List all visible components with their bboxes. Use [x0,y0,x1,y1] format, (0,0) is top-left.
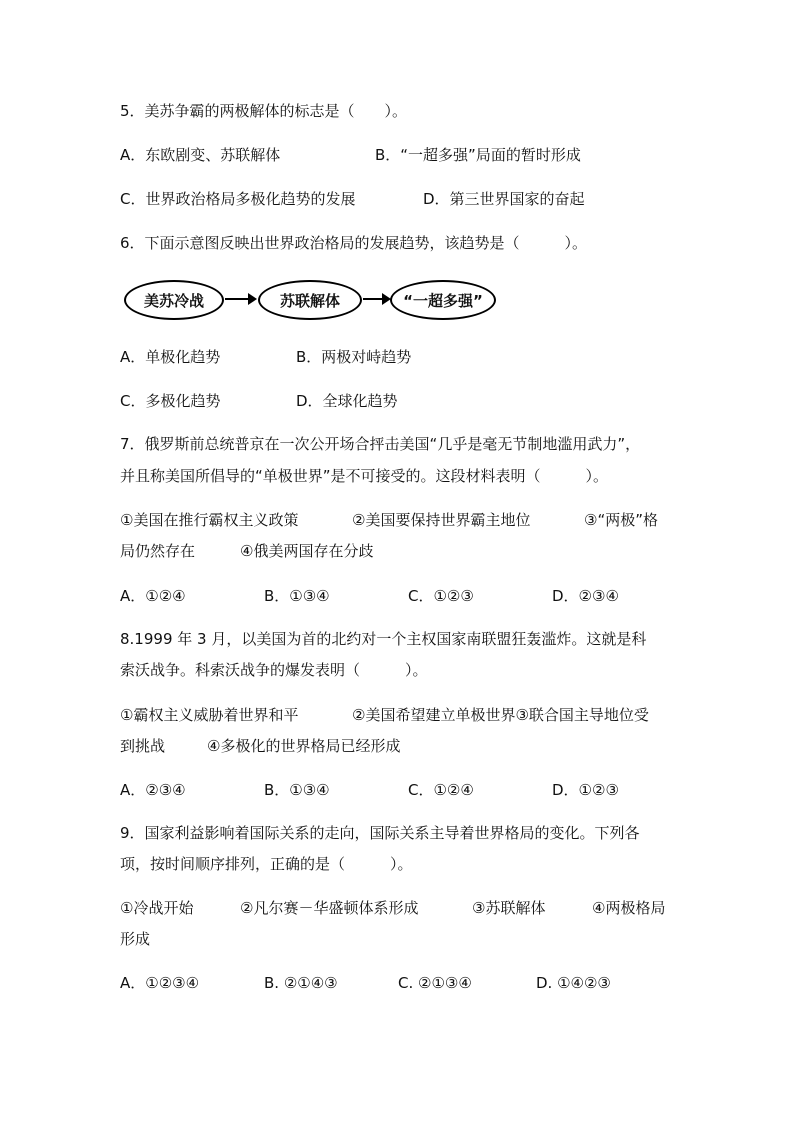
q9-stem-line1: 9．国家利益影响着国际关系的走向，国际关系主导着世界格局的变化。下列各 [120,824,640,842]
q7-statement-4: ④俄美两国存在分歧 [240,542,374,560]
q7-option-c: C．①②③ [408,587,474,605]
q7-option-b: B．①③④ [264,587,330,605]
q8-option-b: B．①③④ [264,781,330,799]
q5-option-b: B．“一超多强”局面的暂时形成 [375,146,581,164]
q5-stem: 5．美苏争霸的两极解体的标志是（ ）。 [120,102,408,120]
q9-statement-4: ④两极格局 [592,899,666,917]
diagram-node-cold-war: 美苏冷战 [124,280,224,320]
q9-statement-2: ②凡尔赛－华盛顿体系形成 [240,899,419,917]
q9-option-b: B. ②①④③ [264,974,338,992]
diagram-node-one-superpower: “一超多强” [390,280,496,320]
q7-option-a: A．①②④ [120,587,186,605]
q7-statement-3-cont: 局仍然存在 [120,542,196,560]
q9-statement-4-cont: 形成 [120,930,151,948]
diagram-arrow [363,298,389,300]
q6-option-a: A．单极化趋势 [120,348,221,366]
q5-option-c: C．世界政治格局多极化趋势的发展 [120,190,356,208]
q8-statement-4: ④多极化的世界格局已经形成 [207,737,401,755]
q7-statement-2: ②美国要保持世界霸主地位 [352,511,531,529]
q5-option-a: A．东欧剧变、苏联解体 [120,146,281,164]
q7-option-d: D．②③④ [552,587,619,605]
q7-statement-1: ①美国在推行霸权主义政策 [120,511,299,529]
q8-option-a: A．②③④ [120,781,186,799]
q7-stem-line2: 并且称美国所倡导的“单极世界”是不可接受的。这段材料表明（ ）。 [120,467,609,485]
q6-option-d: D．全球化趋势 [296,392,398,410]
q6-option-b: B．两极对峙趋势 [296,348,412,366]
q8-stem-line1: 8.1999 年 3 月，以美国为首的北约对一个主权国家南联盟狂轰滥炸。这就是科 [120,630,647,648]
q6-flow-diagram [120,278,510,326]
q9-statement-1: ①冷战开始 [120,899,194,917]
q8-option-c: C．①②④ [408,781,474,799]
q9-option-c: C. ②①③④ [398,974,472,992]
q8-statement-2: ②美国希望建立单极世界③联合国主导地位受 [352,706,649,724]
q9-option-a: A．①②③④ [120,974,200,992]
q8-option-d: D．①②③ [552,781,619,799]
q8-stem-line2: 索沃战争。科索沃战争的爆发表明（ ）。 [120,661,428,679]
q7-statement-3: ③“两极”格 [584,511,658,529]
diagram-node-ussr-dissolution: 苏联解体 [258,280,362,320]
q8-statement-3-cont: 到挑战 [120,737,166,755]
q5-option-d: D．第三世界国家的奋起 [423,190,585,208]
q9-option-d: D. ①④②③ [536,974,611,992]
diagram-arrow [225,298,255,300]
q7-stem-line1: 7．俄罗斯前总统普京在一次公开场合抨击美国“几乎是毫无节制地滥用武力”， [120,435,641,453]
q6-option-c: C．多极化趋势 [120,392,221,410]
q6-stem: 6．下面示意图反映出世界政治格局的发展趋势，该趋势是（ ）。 [120,234,588,252]
q9-statement-3: ③苏联解体 [472,899,546,917]
q8-statement-1: ①霸权主义威胁着世界和平 [120,706,299,724]
q9-stem-line2: 项，按时间顺序排列，正确的是（ ）。 [120,855,413,873]
